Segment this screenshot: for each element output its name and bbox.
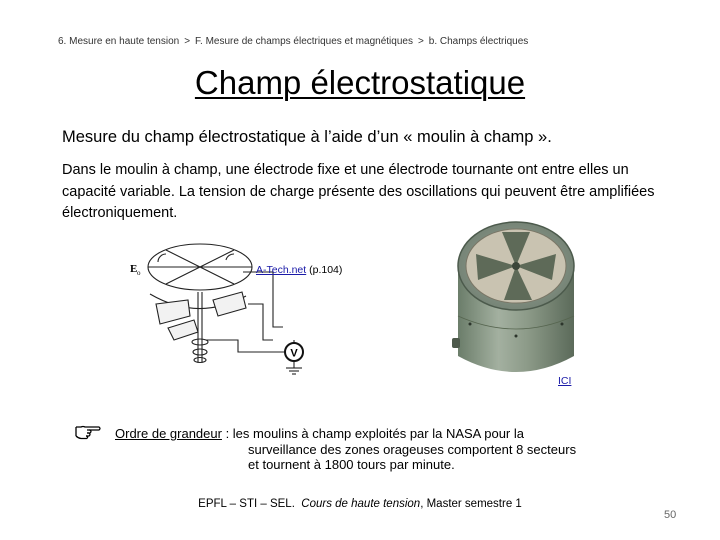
slide-subtitle: Mesure du champ électrostatique à l’aide d’un « moulin à champ ». xyxy=(62,128,552,146)
voltmeter-label: V xyxy=(290,347,298,360)
breadcrumb xyxy=(58,36,528,47)
photo-source-link[interactable]: ICI xyxy=(558,375,572,387)
breadcrumb-separator: > xyxy=(184,36,191,47)
note-line-1: : les moulins à champ exploités par la NASA pour la xyxy=(221,426,524,441)
breadcrumb-item[interactable]: b. Champs électriques xyxy=(428,36,529,47)
note-text xyxy=(115,426,635,473)
footer-course-title: Cours de haute tension xyxy=(301,498,421,510)
breadcrumb-separator: > xyxy=(417,36,424,47)
body-paragraph: Dans le moulin à champ, une électrode fixe et une électrode tournante ont entre elles un capacité variable. La tension de charge présente des oscillations qui peuvent être amplifiées électroniquement. xyxy=(62,162,655,221)
footer xyxy=(0,498,720,510)
note-line-2: surveillance des zones orageuses comportent 8 secteurs xyxy=(248,441,577,457)
field-mill-photo xyxy=(442,218,590,386)
pointing-hand-icon xyxy=(74,422,102,440)
field-label: E xyxy=(130,263,138,275)
breadcrumb-item[interactable]: 6. Mesure en haute tension xyxy=(58,36,180,47)
footer-prefix: EPFL – STI – SEL. xyxy=(198,498,295,510)
reference-page: (p.104) xyxy=(306,264,343,276)
note-line-3: et tournent à 1800 tours par minute. xyxy=(248,457,455,472)
field-mill-schematic xyxy=(128,232,318,392)
page-title: Champ électrostatique xyxy=(194,64,526,101)
footer-suffix: , Master semestre 1 xyxy=(420,498,522,510)
breadcrumb-item[interactable]: F. Mesure de champs électriques et magnétiques xyxy=(195,36,413,47)
reference-link xyxy=(256,264,342,276)
reference-link-text[interactable]: A-Tech.net xyxy=(256,264,307,276)
field-label-subscript: o xyxy=(137,269,141,277)
note-label: Ordre de grandeur xyxy=(115,426,222,441)
page-number: 50 xyxy=(664,509,677,521)
